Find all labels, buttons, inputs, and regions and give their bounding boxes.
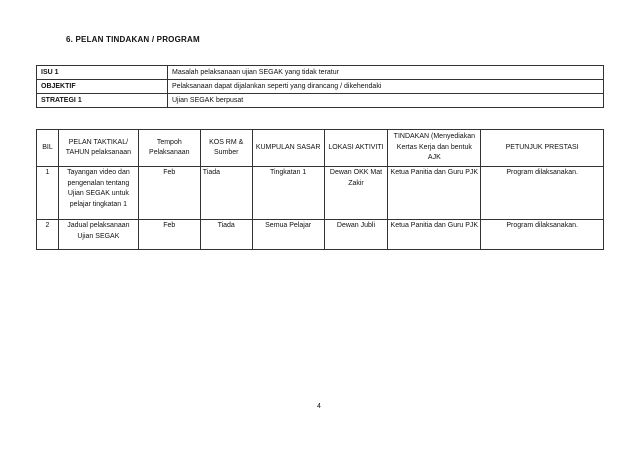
info-row-isu [37,66,604,80]
header-petunjuk: PETUNJUK PRESTASI [481,130,604,167]
cell-petunjuk: Program dilaksanakan. [481,220,604,250]
info-value: Masalah pelaksanaan ujian SEGAK yang tidak teratur [168,66,604,80]
table-row [37,167,604,220]
info-value: Ujian SEGAK berpusat [168,94,604,108]
section-heading: 6. PELAN TINDAKAN / PROGRAM [66,35,200,44]
table-header-row [37,130,604,167]
info-row-objektif [37,80,604,94]
header-tindakan: TINDAKAN (Menyediakan Kertas Kerja dan bentuk AJK [388,130,481,167]
cell-tindakan: Ketua Panitia dan Guru PJK [388,220,481,250]
info-key: ISU 1 [37,66,168,80]
cell-kos: Tiada [200,167,252,220]
info-value: Pelaksanaan dapat dijalankan seperti yang dirancang / dikehendaki [168,80,604,94]
issue-info-table [36,65,604,108]
info-row-strategi [37,94,604,108]
cell-petunjuk: Program dilaksanakan. [481,167,604,220]
info-key: OBJEKTIF [37,80,168,94]
cell-kumpulan: Semua Pelajar [252,220,324,250]
header-kos: KOS RM & Sumber [200,130,252,167]
cell-tempoh: Feb [138,167,200,220]
cell-tempoh: Feb [138,220,200,250]
cell-tindakan: Ketua Panitia dan Guru PJK [388,167,481,220]
header-lokasi: LOKASI AKTIVITI [324,130,388,167]
cell-kos: Tiada [200,220,252,250]
page-number: 4 [317,403,321,410]
cell-lokasi: Dewan OKK Mat Zakir [324,167,388,220]
cell-pelan: Tayangan video dan pengenalan tentang Ujian SEGAK untuk pelajar tingkatan 1 [58,167,138,220]
header-kumpulan: KUMPULAN SASAR [252,130,324,167]
header-bil: BIL [37,130,59,167]
info-key: STRATEGI 1 [37,94,168,108]
cell-lokasi: Dewan Jubli [324,220,388,250]
cell-bil: 2 [37,220,59,250]
header-tempoh: Tempoh Pelaksanaan [138,130,200,167]
action-plan-table [36,129,604,250]
header-pelan: PELAN TAKTIKAL/ TAHUN pelaksanaan [58,130,138,167]
cell-bil: 1 [37,167,59,220]
table-row [37,220,604,250]
cell-kumpulan: Tingkatan 1 [252,167,324,220]
cell-pelan: Jadual pelaksanaan Ujian SEGAK [58,220,138,250]
